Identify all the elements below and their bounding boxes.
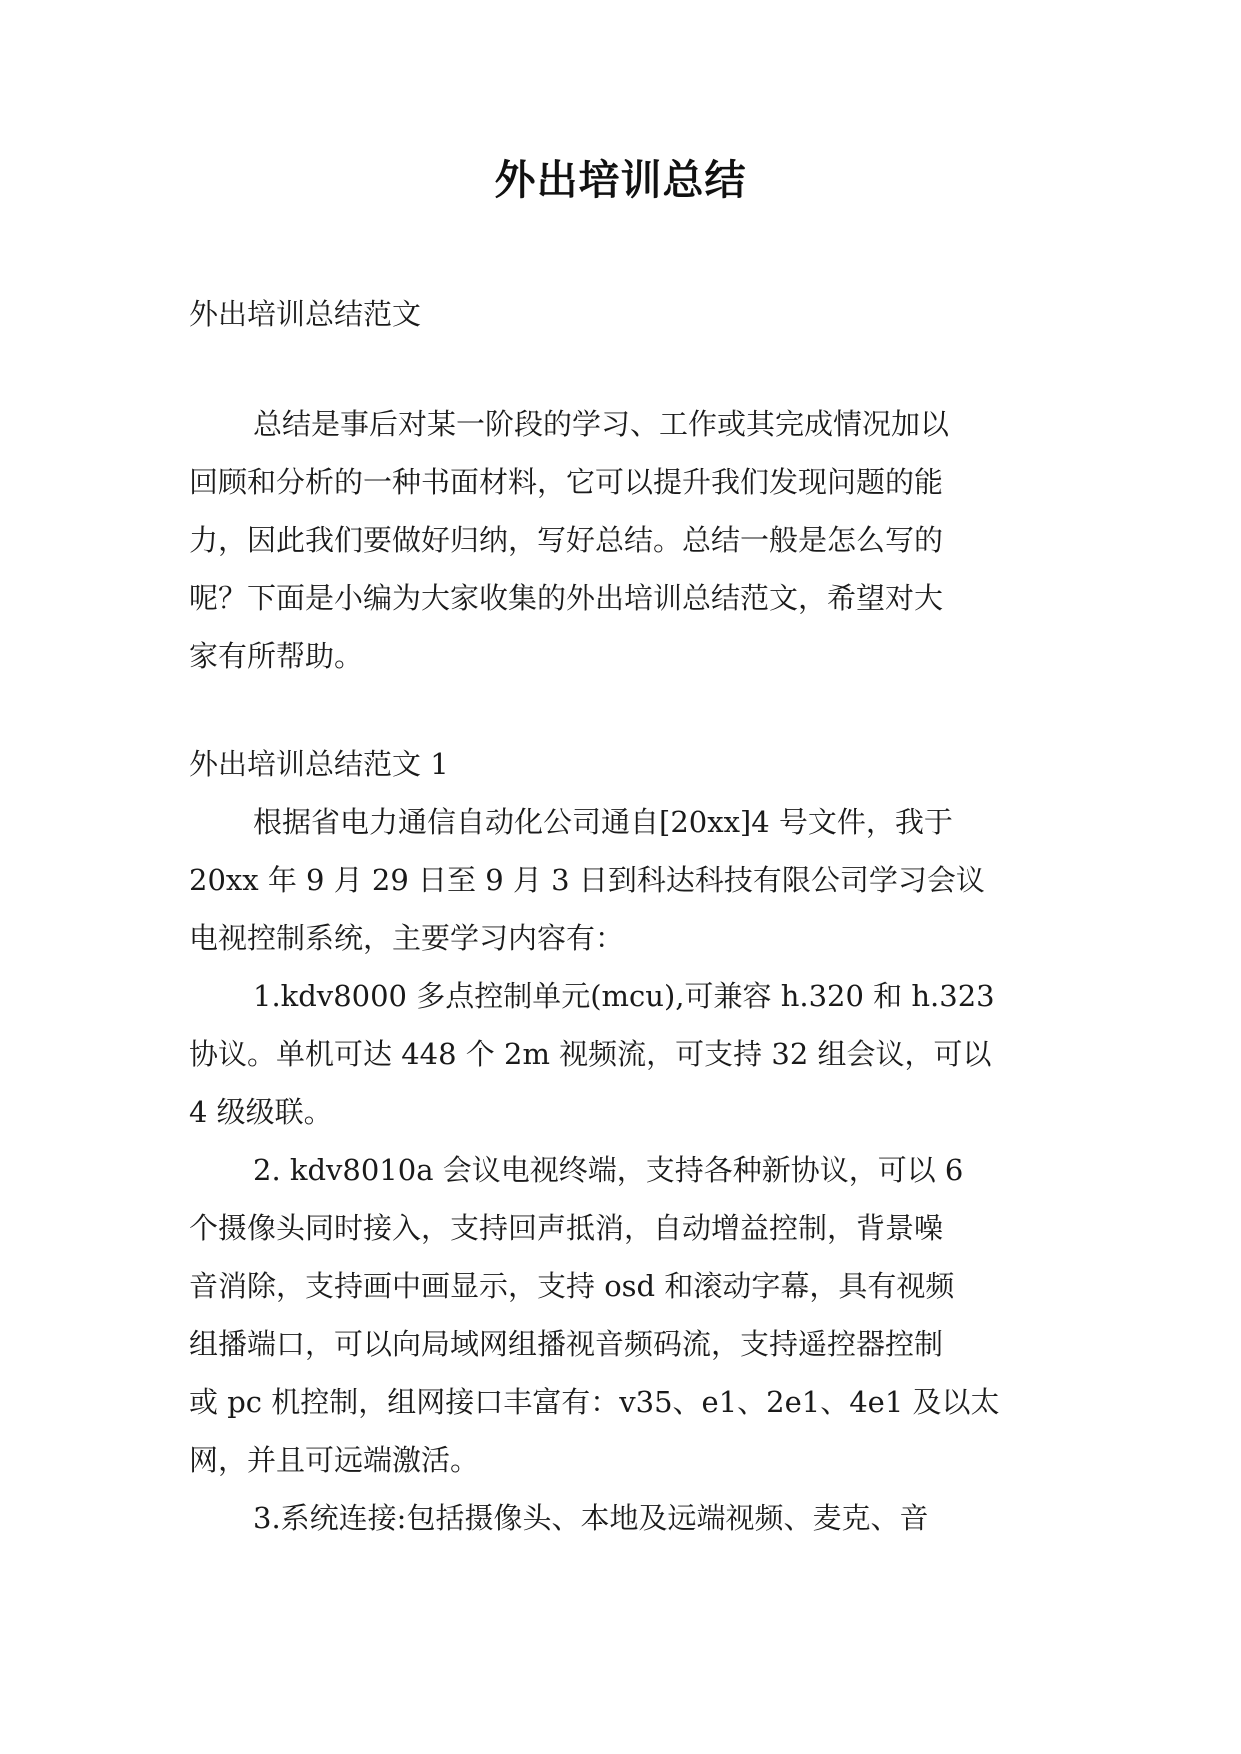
text-line: 协议。单机可达 448 个 2m 视频流，可支持 32 组会议，可以 (189, 1037, 992, 1071)
text-line: 组播端口，可以向局域网组播视音频码流，支持遥控器控制 (189, 1327, 944, 1361)
text-line: 总结是事后对某一阶段的学习、工作或其完成情况加以 (253, 407, 950, 441)
paragraph-1 (189, 793, 1053, 967)
text-line: 或 pc 机控制，组网接口丰富有：v35、e1、2e1、4e1 及以太 (189, 1385, 1000, 1419)
text-line: 3.系统连接:包括摄像头、本地及远端视频、麦克、音 (253, 1501, 929, 1535)
text-line: 家有所帮助。 (189, 639, 364, 673)
text-line: 网，并且可远端激活。 (189, 1443, 480, 1477)
text-line: 1.kdv8000 多点控制单元(mcu),可兼容 h.320 和 h.323 (253, 979, 995, 1013)
document-body (189, 285, 1053, 1547)
text-line: 回顾和分析的一种书面材料，它可以提升我们发现问题的能 (189, 465, 944, 499)
text-line: 个摄像头同时接入，支持回声抵消，自动增益控制，背景噪 (189, 1211, 944, 1245)
text-line: 力，因此我们要做好归纳，写好总结。总结一般是怎么写的 (189, 523, 944, 557)
text-line: 20xx 年 9 月 29 日至 9 月 3 日到科达科技有限公司学习会议 (189, 863, 985, 897)
intro-paragraph (189, 395, 1053, 685)
paragraph-4 (189, 1489, 1053, 1547)
document-title: 外出培训总结 (494, 156, 747, 204)
text-line: 4 级级联。 (189, 1095, 333, 1129)
text-line: 电视控制系统，主要学习内容有： (189, 921, 625, 955)
paragraph-3 (189, 1141, 1053, 1489)
text-line: 根据省电力通信自动化公司通自[20xx]4 号文件，我于 (253, 805, 953, 839)
document-subtitle: 外出培训总结范文 (189, 297, 422, 331)
text-line: 呢？下面是小编为大家收集的外出培训总结范文，希望对大 (189, 581, 944, 615)
text-line: 2. kdv8010a 会议电视终端，支持各种新协议，可以 6 (253, 1153, 964, 1187)
text-line: 音消除，支持画中画显示，支持 osd 和滚动字幕，具有视频 (189, 1269, 955, 1303)
section-heading: 外出培训总结范文 1 (189, 747, 449, 781)
paragraph-2 (189, 967, 1053, 1141)
